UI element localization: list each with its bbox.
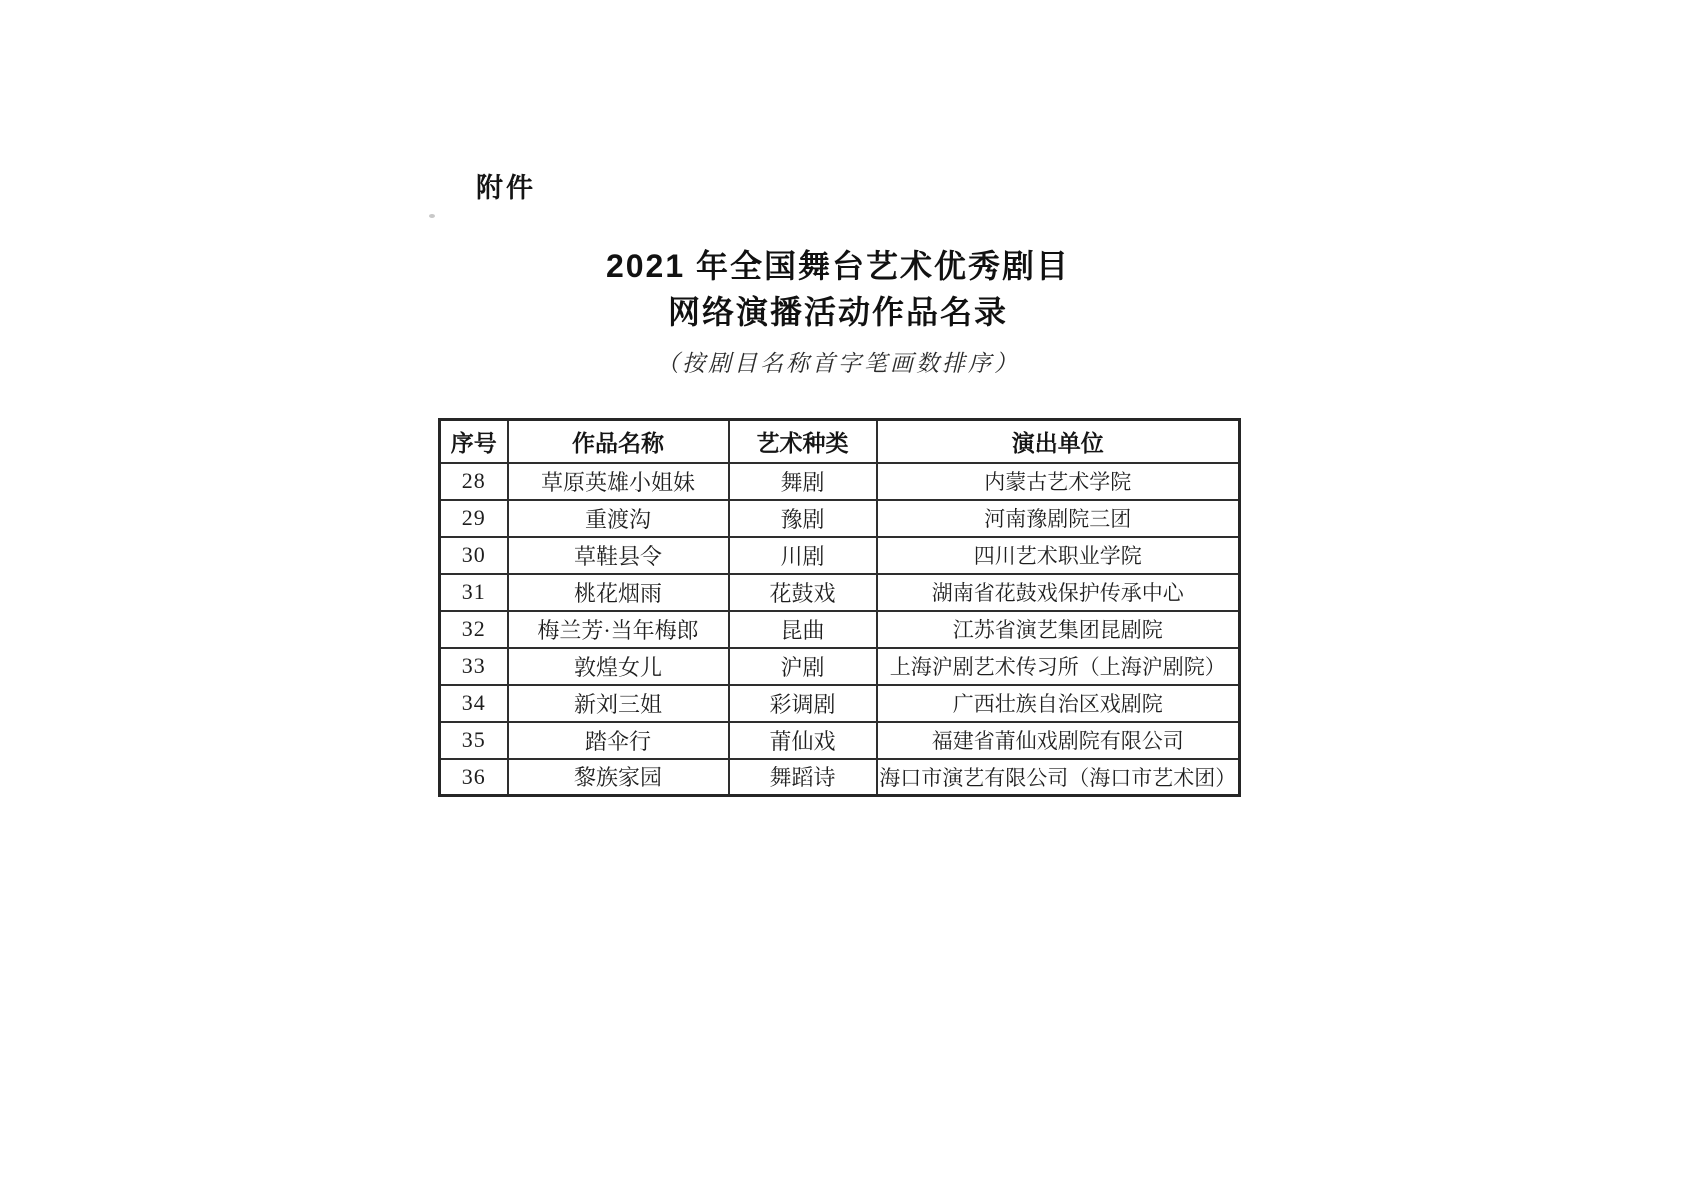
- cell-no: 28: [440, 463, 508, 500]
- cell-genre: 舞剧: [729, 463, 877, 500]
- table-row: [440, 685, 1240, 722]
- cell-title: 草原英雄小姐妹: [508, 463, 729, 500]
- cell-no: 33: [440, 648, 508, 685]
- cell-no: 31: [440, 574, 508, 611]
- attachment-label: 附件: [476, 173, 536, 203]
- cell-title: 踏伞行: [508, 722, 729, 759]
- document-subtitle: （按剧目名称首字笔画数排序）: [656, 351, 1020, 376]
- cell-unit: 海口市演艺有限公司（海口市艺术团）: [877, 759, 1240, 796]
- cell-no: 36: [440, 759, 508, 796]
- cell-title: 黎族家园: [508, 759, 729, 796]
- cell-no: 32: [440, 611, 508, 648]
- document-title-line-1: 2021 年全国舞台艺术优秀剧目: [605, 248, 1071, 284]
- cell-title: 梅兰芳·当年梅郎: [508, 611, 729, 648]
- cell-no: 35: [440, 722, 508, 759]
- table-row: [440, 574, 1240, 611]
- cell-genre: 花鼓戏: [729, 574, 877, 611]
- cell-unit: 湖南省花鼓戏保护传承中心: [877, 574, 1240, 611]
- cell-genre: 沪剧: [729, 648, 877, 685]
- cell-unit: 内蒙古艺术学院: [877, 463, 1240, 500]
- cell-unit: 上海沪剧艺术传习所（上海沪剧院）: [877, 648, 1240, 685]
- column-header-unit: 演出单位: [877, 420, 1240, 463]
- cell-title: 敦煌女儿: [508, 648, 729, 685]
- cell-no: 30: [440, 537, 508, 574]
- table-row: [440, 611, 1240, 648]
- document-title-block: [442, 243, 1234, 378]
- cell-genre: 莆仙戏: [729, 722, 877, 759]
- cell-no: 34: [440, 685, 508, 722]
- column-header-title: 作品名称: [508, 420, 729, 463]
- cell-genre: 昆曲: [729, 611, 877, 648]
- cell-genre: 彩调剧: [729, 685, 877, 722]
- cell-no: 29: [440, 500, 508, 537]
- table-row: [440, 463, 1240, 500]
- scan-artifact-dot: [429, 214, 435, 218]
- cell-title: 重渡沟: [508, 500, 729, 537]
- table-row: [440, 648, 1240, 685]
- cell-unit: 广西壮族自治区戏剧院: [877, 685, 1240, 722]
- cell-unit: 四川艺术职业学院: [877, 537, 1240, 574]
- cell-unit: 福建省莆仙戏剧院有限公司: [877, 722, 1240, 759]
- column-header-genre: 艺术种类: [729, 420, 877, 463]
- cell-title: 新刘三姐: [508, 685, 729, 722]
- works-table: [438, 418, 1241, 797]
- table-row: [440, 759, 1240, 796]
- cell-unit: 河南豫剧院三团: [877, 500, 1240, 537]
- document-title-line-2: 网络演播活动作品名录: [667, 294, 1008, 330]
- cell-genre: 豫剧: [729, 500, 877, 537]
- cell-unit: 江苏省演艺集团昆剧院: [877, 611, 1240, 648]
- table-header-row: [440, 420, 1240, 463]
- cell-genre: 川剧: [729, 537, 877, 574]
- column-header-no: 序号: [440, 420, 508, 463]
- table-row: [440, 500, 1240, 537]
- cell-title: 草鞋县令: [508, 537, 729, 574]
- table-row: [440, 537, 1240, 574]
- table-row: [440, 722, 1240, 759]
- cell-title: 桃花烟雨: [508, 574, 729, 611]
- cell-genre: 舞蹈诗: [729, 759, 877, 796]
